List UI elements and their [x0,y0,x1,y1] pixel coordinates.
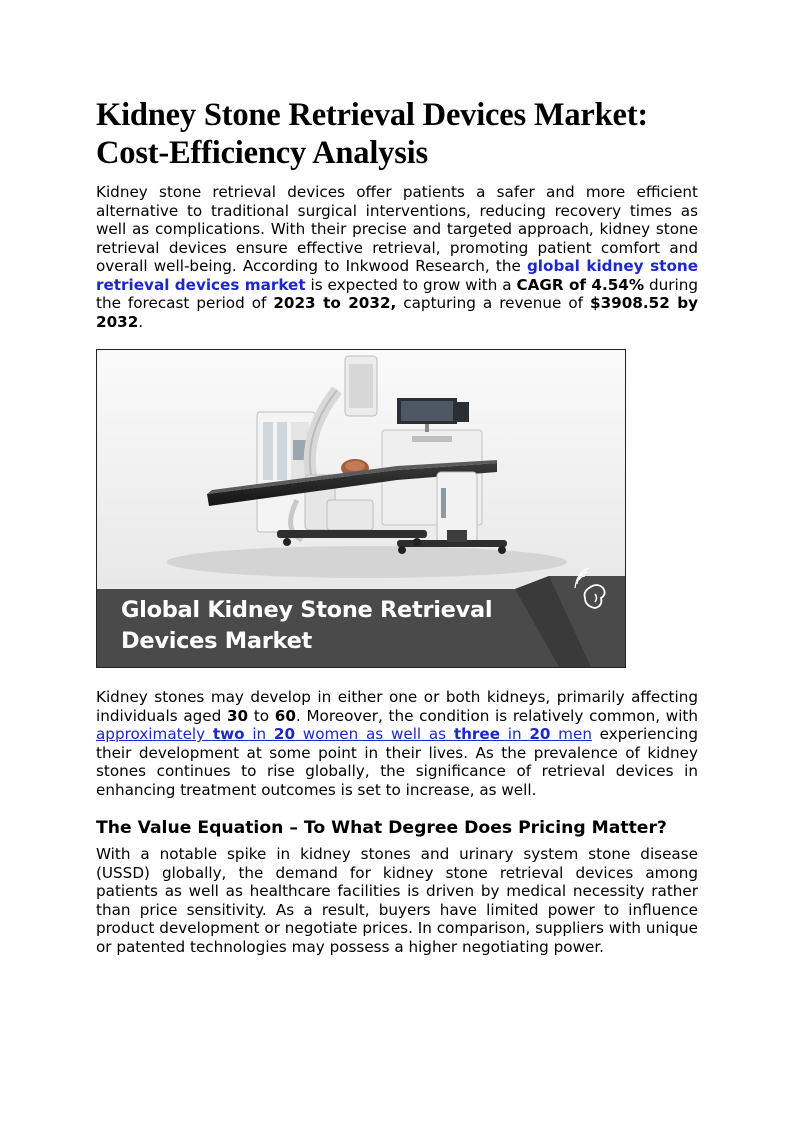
cagr-value: CAGR of 4.54% [516,275,645,294]
revenue-value: $3908.52 by 2032 [96,294,698,331]
intro-paragraph: Kidney stone retrieval devices offer patients a safer and more efficient alternative to traditional surgical interventions, reducing recovery times as well as complications. With their precise and targeted approach, kidney stone retrieval devices ensure effective retrieval, promoting patient comfort and overall well-being. According to Inkwood Research, the global kidney stone retrieval devices market is expected to grow with a CAGR of 4.54% during the forecast period of 2023 to 2032, capturing a revenue of $3908.52 by 2032. [96,183,698,331]
pricing-paragraph: With a notable spike in kidney stones and urinary system stone disease (USSD) globally, the demand for kidney stone retrieval devices among patients as well as healthcare facilities is driven by medical necessity rather than price sensitivity. As a result, buyers have limited power to influence product development or negotiate prices. In comparison, suppliers with unique or patented technologies may possess a higher negotiating power. [96,845,698,956]
prevalence-paragraph: Kidney stones may develop in either one or both kidneys, primarily affecting individuals aged 30 to 60. Moreover, the condition is relatively common, with approximately two in 20 women as well as three in 20 men experiencing their development at some point in their lives. As the prevalence of kidney stones continues to rise globally, the significance of retrieval devices in enhancing treatment outcomes is set to increase, as well. [96,688,699,799]
banner-title: Global Kidney Stone Retrieval Devices Market [121,597,493,654]
page-title: Kidney Stone Retrieval Devices Market: Cost-Efficiency Analysis [96,97,648,171]
forecast-period: 2023 to 2032, [273,294,397,312]
age-high: 60 [274,706,296,725]
market-image [96,349,626,668]
age-low: 30 [226,706,249,725]
global-market-link[interactable]: global kidney stone retrieval devices market [96,257,698,294]
article [96,96,698,956]
section-heading: The Value Equation – To What Degree Does Pricing Matter? [96,818,667,838]
prevalence-link[interactable]: approximately two in 20 women as well as three in 20 men [96,725,592,743]
